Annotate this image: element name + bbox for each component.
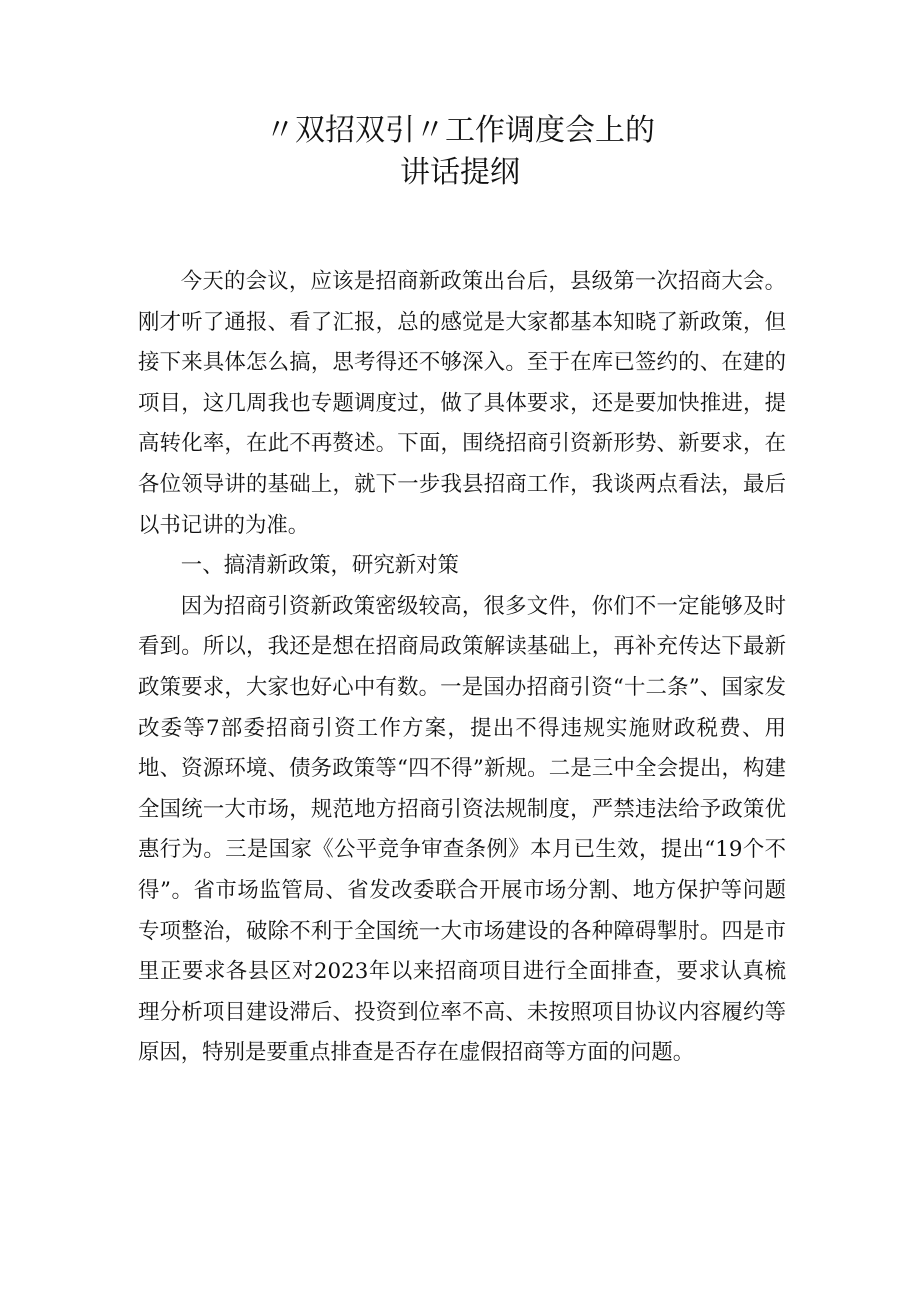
title-line-2: 讲话提纲 [400, 155, 520, 190]
document-title [0, 110, 920, 194]
document-body [138, 262, 786, 1074]
title-line-1: 〃双招双引〃工作调度会上的 [265, 113, 655, 148]
paragraph-policy: 因为招商引资新政策密级较高，很多文件，你们不一定能够及时看到。所以，我还是想在招商局政策解读基础上，再补充传达下最新政策要求，大家也好心中有数。一是国办招商引资“十二条”、国家发改委等7部委招商引资工作方案，提出不得违规实施财政税费、用地、资源环境、债务政策等“四不得”新规。二是三中全会提出，构建全国统一大市场，规范地方招商引资法规制度，严禁违法给予政策优惠行为。三是国家《公平竞争审查条例》本月已生效，提出“19个不得”。省市场监管局、省发改委联合开展市场分割、地方保护等问题专项整治，破除不利于全国统一大市场建设的各种障碍掣肘。四是市里正要求各县区对2023年以来招商项目进行全面排查，要求认真梳理分析项目建设滞后、投资到位率不高、未按照项目协议内容履约等原因，特别是要重点排查是否存在虚假招商等方面的问题。 [138, 593, 786, 1066]
section-heading-1: 一、搞清新政策，研究新对策 [180, 553, 459, 579]
paragraph-intro: 今天的会议，应该是招商新政策出台后，县级第一次招商大会。刚才听了通报、看了汇报，总的感觉是大家都基本知晓了新政策，但接下来具体怎么搞，思考得还不够深入。至于在库已签约的、在建的项目，这几周我也专题调度过，做了具体要求，还是要加快推进，提高转化率，在此不再赘述。下面，围绕招商引资新形势、新要求，在各位领导讲的基础上，就下一步我县招商工作，我谈两点看法，最后以书记讲的为准。 [138, 269, 786, 538]
